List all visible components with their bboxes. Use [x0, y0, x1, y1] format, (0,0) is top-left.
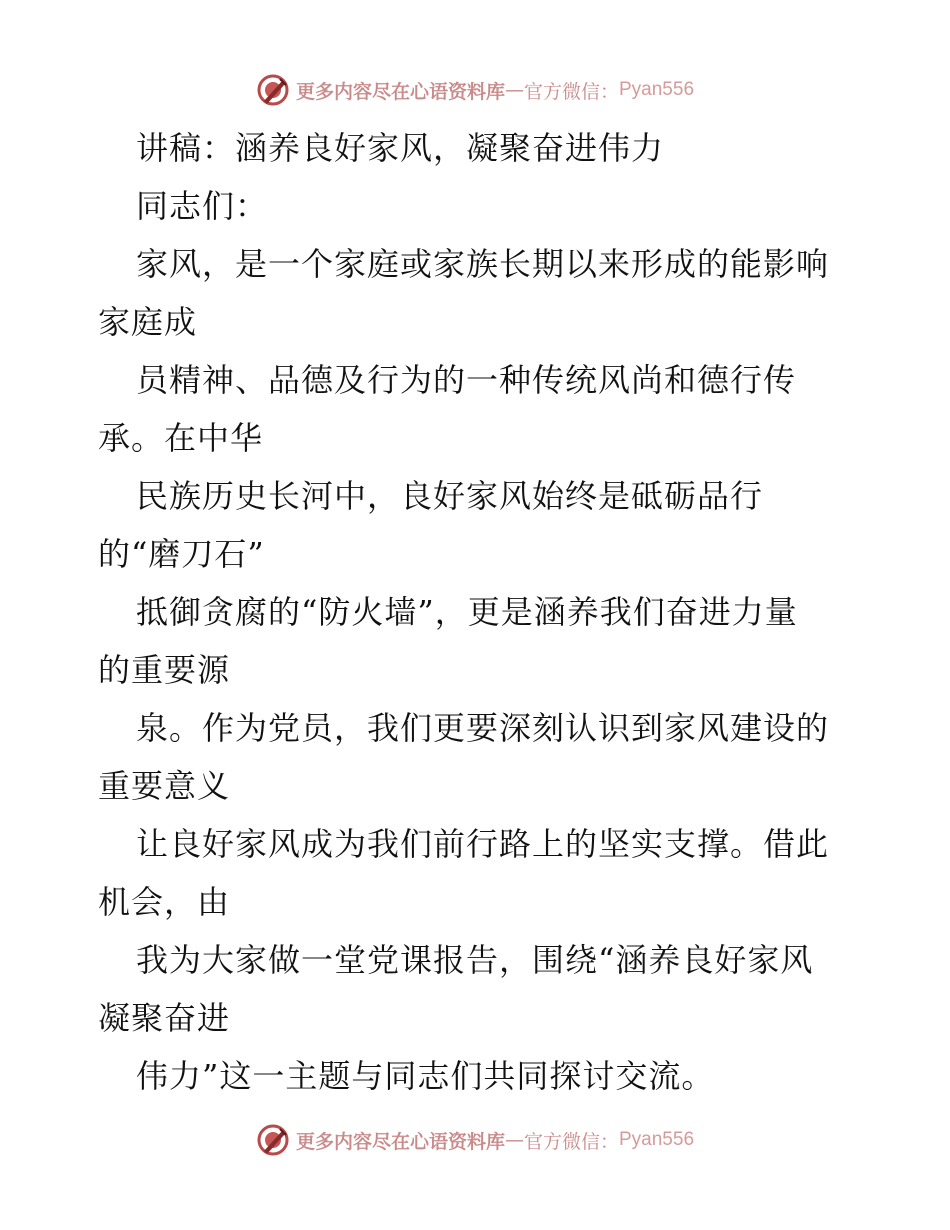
watermark-dash: — — [504, 1129, 524, 1151]
paragraph-line: 民族历史长河中，良好家风始终是砥砺品行 — [136, 477, 764, 515]
paragraph-line: 让良好家风成为我们前行路上的坚实支撑。借此 — [136, 825, 830, 863]
paragraph-line: 抵御贪腐的“防火墙”，更是涵养我们奋进力量 — [136, 593, 798, 631]
pen-logo-icon — [256, 73, 290, 107]
paragraph-line: 员精神、品德及行为的一种传统风尚和德行传 — [136, 361, 797, 399]
watermark-label: 官方微信： — [523, 80, 619, 103]
watermark-footer — [0, 1120, 950, 1160]
watermark-brand: 更多内容尽在心语资料库 — [295, 80, 505, 103]
watermark-brand: 更多内容尽在心语资料库 — [295, 1130, 505, 1153]
watermark-dash: — — [504, 79, 524, 101]
pen-logo-icon — [256, 1123, 290, 1157]
watermark-label: 官方微信： — [523, 1130, 619, 1153]
paragraph-line: 家庭成 — [98, 303, 198, 341]
paragraph-line: 凝聚奋进 — [98, 999, 231, 1037]
paragraph-line: 机会，由 — [98, 883, 231, 921]
watermark-wechat-id: Pyan556 — [619, 1129, 695, 1150]
watermark-header — [0, 70, 950, 110]
salutation: 同志们： — [136, 187, 269, 225]
document-title: 讲稿：涵养良好家风，凝聚奋进伟力 — [136, 129, 665, 167]
paragraph-line: 我为大家做一堂党课报告，围绕“涵养良好家风 — [136, 941, 814, 979]
paragraph-line: 承。在中华 — [98, 419, 264, 457]
paragraph-line: 的重要源 — [98, 651, 231, 689]
paragraph-line: 的“磨刀石” — [98, 535, 265, 573]
paragraph-line: 重要意义 — [98, 767, 231, 805]
paragraph-line: 伟力”这一主题与同志们共同探讨交流。 — [136, 1057, 715, 1095]
watermark-wechat-id: Pyan556 — [619, 79, 695, 100]
paragraph-line: 家风，是一个家庭或家族长期以来形成的能影响 — [136, 245, 830, 283]
paragraph-line: 泉。作为党员，我们更要深刻认识到家风建设的 — [136, 709, 830, 747]
